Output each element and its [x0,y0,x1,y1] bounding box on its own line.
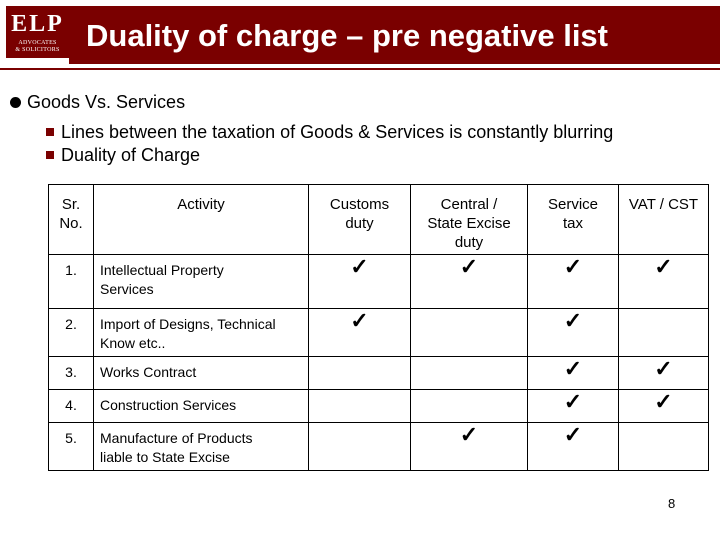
customs-check [309,390,411,423]
slide-title: Duality of charge – pre negative list [86,18,608,53]
customs-check [309,423,411,471]
header-text: tax [562,215,583,232]
header-vat-cst [619,185,709,255]
logo-subtitle [6,40,69,54]
header-text: duty [454,234,484,251]
activity-line: Know etc.. [100,335,166,351]
logo-sub-line1: ADVOCATES [18,40,57,46]
vat-check [619,309,709,357]
header-text: Sr. [61,196,81,213]
activity-line: Manufacture of Products [100,430,253,446]
bullet-level1 [10,92,185,113]
bullet-level2-item [46,145,200,166]
excise-check [411,309,528,357]
activity-line: liable to State Excise [100,449,230,465]
service-tax-check: ✓ [528,423,619,471]
header-text: Service [547,196,599,213]
bullet-level2-text: Lines between the taxation of Goods & Services is constantly blurring [61,122,614,142]
customs-check: ✓ [309,255,411,309]
negative-list-table [48,184,709,471]
table-row [49,390,709,423]
header-text: duty [345,215,374,232]
row-activity [94,255,309,309]
header-sr-no [49,185,94,255]
header-service-tax [528,185,619,255]
row-number: 4. [49,390,94,423]
header-text: Customs [329,196,390,213]
row-number: 3. [49,357,94,390]
row-activity [94,357,309,390]
row-activity [94,390,309,423]
activity-line: Works Contract [100,364,197,380]
page-number: 8 [668,496,676,511]
table-row [49,357,709,390]
vat-check: ✓ [619,255,709,309]
header-excise [411,185,528,255]
header-text: State Excise [427,215,511,232]
service-tax-check: ✓ [528,255,619,309]
row-activity [94,309,309,357]
vat-check [619,423,709,471]
excise-check: ✓ [411,423,528,471]
header-rule [0,68,720,70]
service-tax-check: ✓ [528,357,619,390]
table-row [49,423,709,471]
service-tax-check: ✓ [528,390,619,423]
table-row [49,309,709,357]
vat-check: ✓ [619,357,709,390]
table-header-row [49,185,709,255]
bullet-level2-text: Duality of Charge [61,145,201,165]
header-customs [309,185,411,255]
bullet-level1-text: Goods Vs. Services [27,92,186,112]
service-tax-check: ✓ [528,309,619,357]
activity-line: Services [100,281,154,297]
logo-letters: ELP [11,11,64,37]
excise-check [411,390,528,423]
header-activity [94,185,309,255]
elp-logo [6,6,69,58]
header-text: Central / [440,196,498,213]
row-number: 2. [49,309,94,357]
activity-line: Import of Designs, Technical [100,316,276,332]
vat-check: ✓ [619,390,709,423]
customs-check [309,357,411,390]
row-activity [94,423,309,471]
round-bullet-icon [10,97,21,108]
bullet-level2-item [46,122,613,143]
activity-line: Intellectual Property [100,262,224,278]
logo-sub-line2: & SOLICITORS [15,47,60,53]
customs-check: ✓ [309,309,411,357]
row-number: 5. [49,423,94,471]
square-bullet-icon [46,128,54,136]
square-bullet-icon [46,151,54,159]
excise-check: ✓ [411,255,528,309]
excise-check [411,357,528,390]
header-text: VAT / CST [628,196,699,213]
activity-line: Construction Services [100,397,237,413]
header-text: No. [59,215,83,232]
header-text: Activity [177,196,225,213]
row-number: 1. [49,255,94,309]
slide-header [0,0,720,78]
table-row [49,255,709,309]
